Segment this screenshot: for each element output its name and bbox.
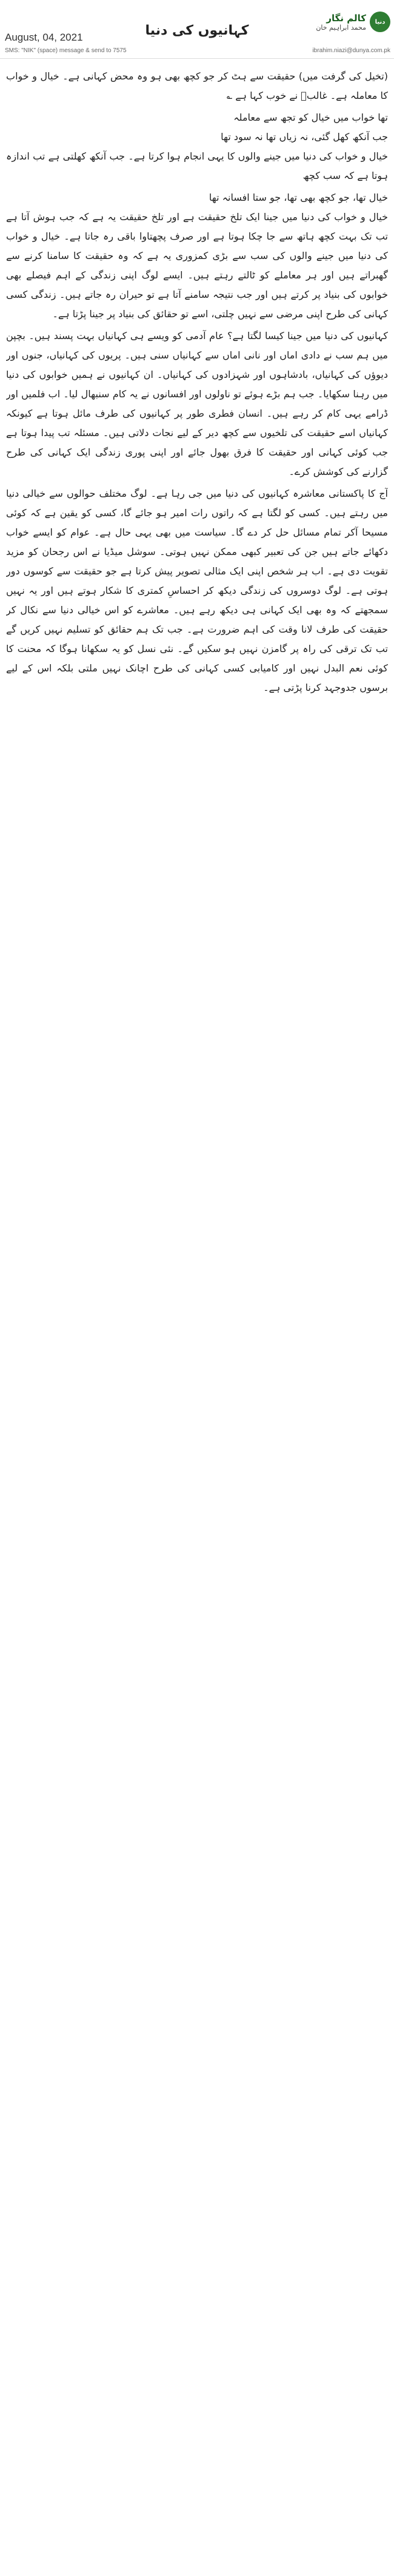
newspaper-logo-icon: دنیا (370, 12, 390, 32)
article-paragraph: خیال و خواب کی دنیا میں جینا ایک تلخ حقیقت ہے اور تلخ حقیقت یہ ہے کہ جب ہوش آتا ہے تب تک بہت کچھ ہاتھ سے جا چکا ہوتا ہے اور صرف پچھتاوا باقی رہ جاتا ہے۔ خیال و خواب کی دنیا میں جینے والوں کی سب سے بڑی کمزوری یہ ہے کہ وہ حقیقت کا سامنا کرنے سے گھبراتے ہیں اور ہر معاملے کو ٹالتے رہتے ہیں۔ ایسے لوگ اپنی زندگی کے اہم فیصلے بھی خوابوں کی بنیاد پر کرتے ہیں اور جب نتیجہ سامنے آتا ہے تو حیران رہ جاتے ہیں۔ زندگی کسی کہانی کی طرح اپنی مرضی سے نہیں چلتی، اسے تو حقائق کی بنیاد پر جینا پڑتا ہے۔ (6, 211, 388, 320)
poem-line: جب آنکھ کھل گئی، نہ زیاں تھا نہ سود تھا (221, 131, 388, 143)
sms-note: SMS: "NIK" (space) message & send to 7575 (5, 47, 127, 54)
article-paragraph: کہانیوں کی دنیا میں جینا کیسا لگتا ہے؟ عام آدمی کو ویسے ہی کہانیاں بہت پسند ہیں۔ بچپن میں ہم سب نے دادی اماں اور نانی اماں سے کہانیاں سنی ہیں۔ پریوں کی کہانیاں، جنوں اور دیوؤں کی کہانیاں، بادشاہوں اور شہزادوں کی کہانیاں۔ ان کہانیوں نے ہمیں خوابوں کی دنیا میں رہنا سکھایا۔ جب ہم بڑے ہوئے تو ناولوں اور افسانوں نے یہ کام سنبھال لیا۔ اب فلمیں اور ڈرامے یہی کام کر رہے ہیں۔ انسان فطری طور پر کہانیوں کی طرف مائل ہوتا ہے کیونکہ کہانیاں اسے حقیقت کی تلخیوں سے کچھ دیر کے لیے نجات دلاتی ہیں۔ مسئلہ تب پیدا ہوتا ہے جب کوئی کہانی اور حقیقت کا فرق بھول جائے اور اپنی پوری زندگی ایک کہانی کی طرح گزارنے کی کوشش کرے۔ (6, 330, 388, 477)
article-body (6, 67, 388, 2571)
article-paragraph: آج کا پاکستانی معاشرہ کہانیوں کی دنیا میں جی رہا ہے۔ لوگ مختلف حوالوں سے خیالی دنیا میں رہتے ہیں۔ کسی کو لگتا ہے کہ راتوں رات امیر ہو جائے گا، کسی کو یقین ہے کہ کوئی مسیحا آکر تمام مسائل حل کر دے گا۔ سیاست میں بھی یہی حال ہے۔ عوام کو ایسے خواب دکھائے جاتے ہیں جن کی تعبیر کبھی ممکن نہیں ہوتی۔ سوشل میڈیا نے اس رجحان کو مزید تقویت دی ہے۔ اب ہر شخص اپنی ایک مثالی تصویر پیش کرتا ہے جو حقیقت سے کوسوں دور ہوتی ہے۔ لوگ دوسروں کی زندگی دیکھ کر احساسِ کمتری کا شکار ہوتے ہیں اور یہ نہیں سمجھتے کہ وہ بھی ایک کہانی ہی دیکھ رہے ہیں۔ معاشرے کو اس خیالی دنیا سے نکال کر حقیقت کی طرف لانا وقت کی اہم ضرورت ہے۔ جب تک ہم حقائق کو تسلیم نہیں کریں گے تب تک ترقی کی راہ پر گامزن نہیں ہو سکیں گے۔ نئی نسل کو یہ سکھانا ہوگا کہ محنت کا کوئی نعم البدل نہیں اور کامیابی کسی کہانی کی طرح اچانک نہیں ملتی بلکہ اس کے لیے برسوں جدوجہد کرنا پڑتی ہے۔ (6, 488, 388, 693)
author-name: محمد ابراہیم خان (316, 23, 366, 32)
poem-line: تھا خواب میں خیال کو تجھ سے معاملہ (233, 112, 388, 123)
article-paragraph: خیال و خواب کی دنیا میں جینے والوں کا یہی انجام ہوا کرتا ہے۔ جب آنکھ کھلتی ہے تب اندازہ ہوتا ہے کہ سب کچھ (6, 150, 388, 181)
logo-text (316, 13, 366, 32)
author-email[interactable]: ibrahim.niazi@dunya.com.pk (312, 47, 390, 54)
article-paragraph: (تخیل کی گرفت میں) حقیقت سے ہٹ کر جو کچھ بھی ہو وہ محض کہانی ہے۔ خیال و خواب کا معاملہ ہے۔ غالبؔ نے خوب کہا ہے ؎ (6, 70, 388, 101)
poem-line: خیال تھا، جو کچھ بھی تھا، جو ستا افسانہ تھا (209, 192, 388, 203)
column-header (0, 0, 394, 59)
column-title: کہانیوں کی دنیا (145, 23, 249, 38)
column-logo (314, 2, 390, 41)
logo-title: کالم نگار (326, 12, 366, 24)
publish-date: August, 04, 2021 (5, 32, 83, 43)
